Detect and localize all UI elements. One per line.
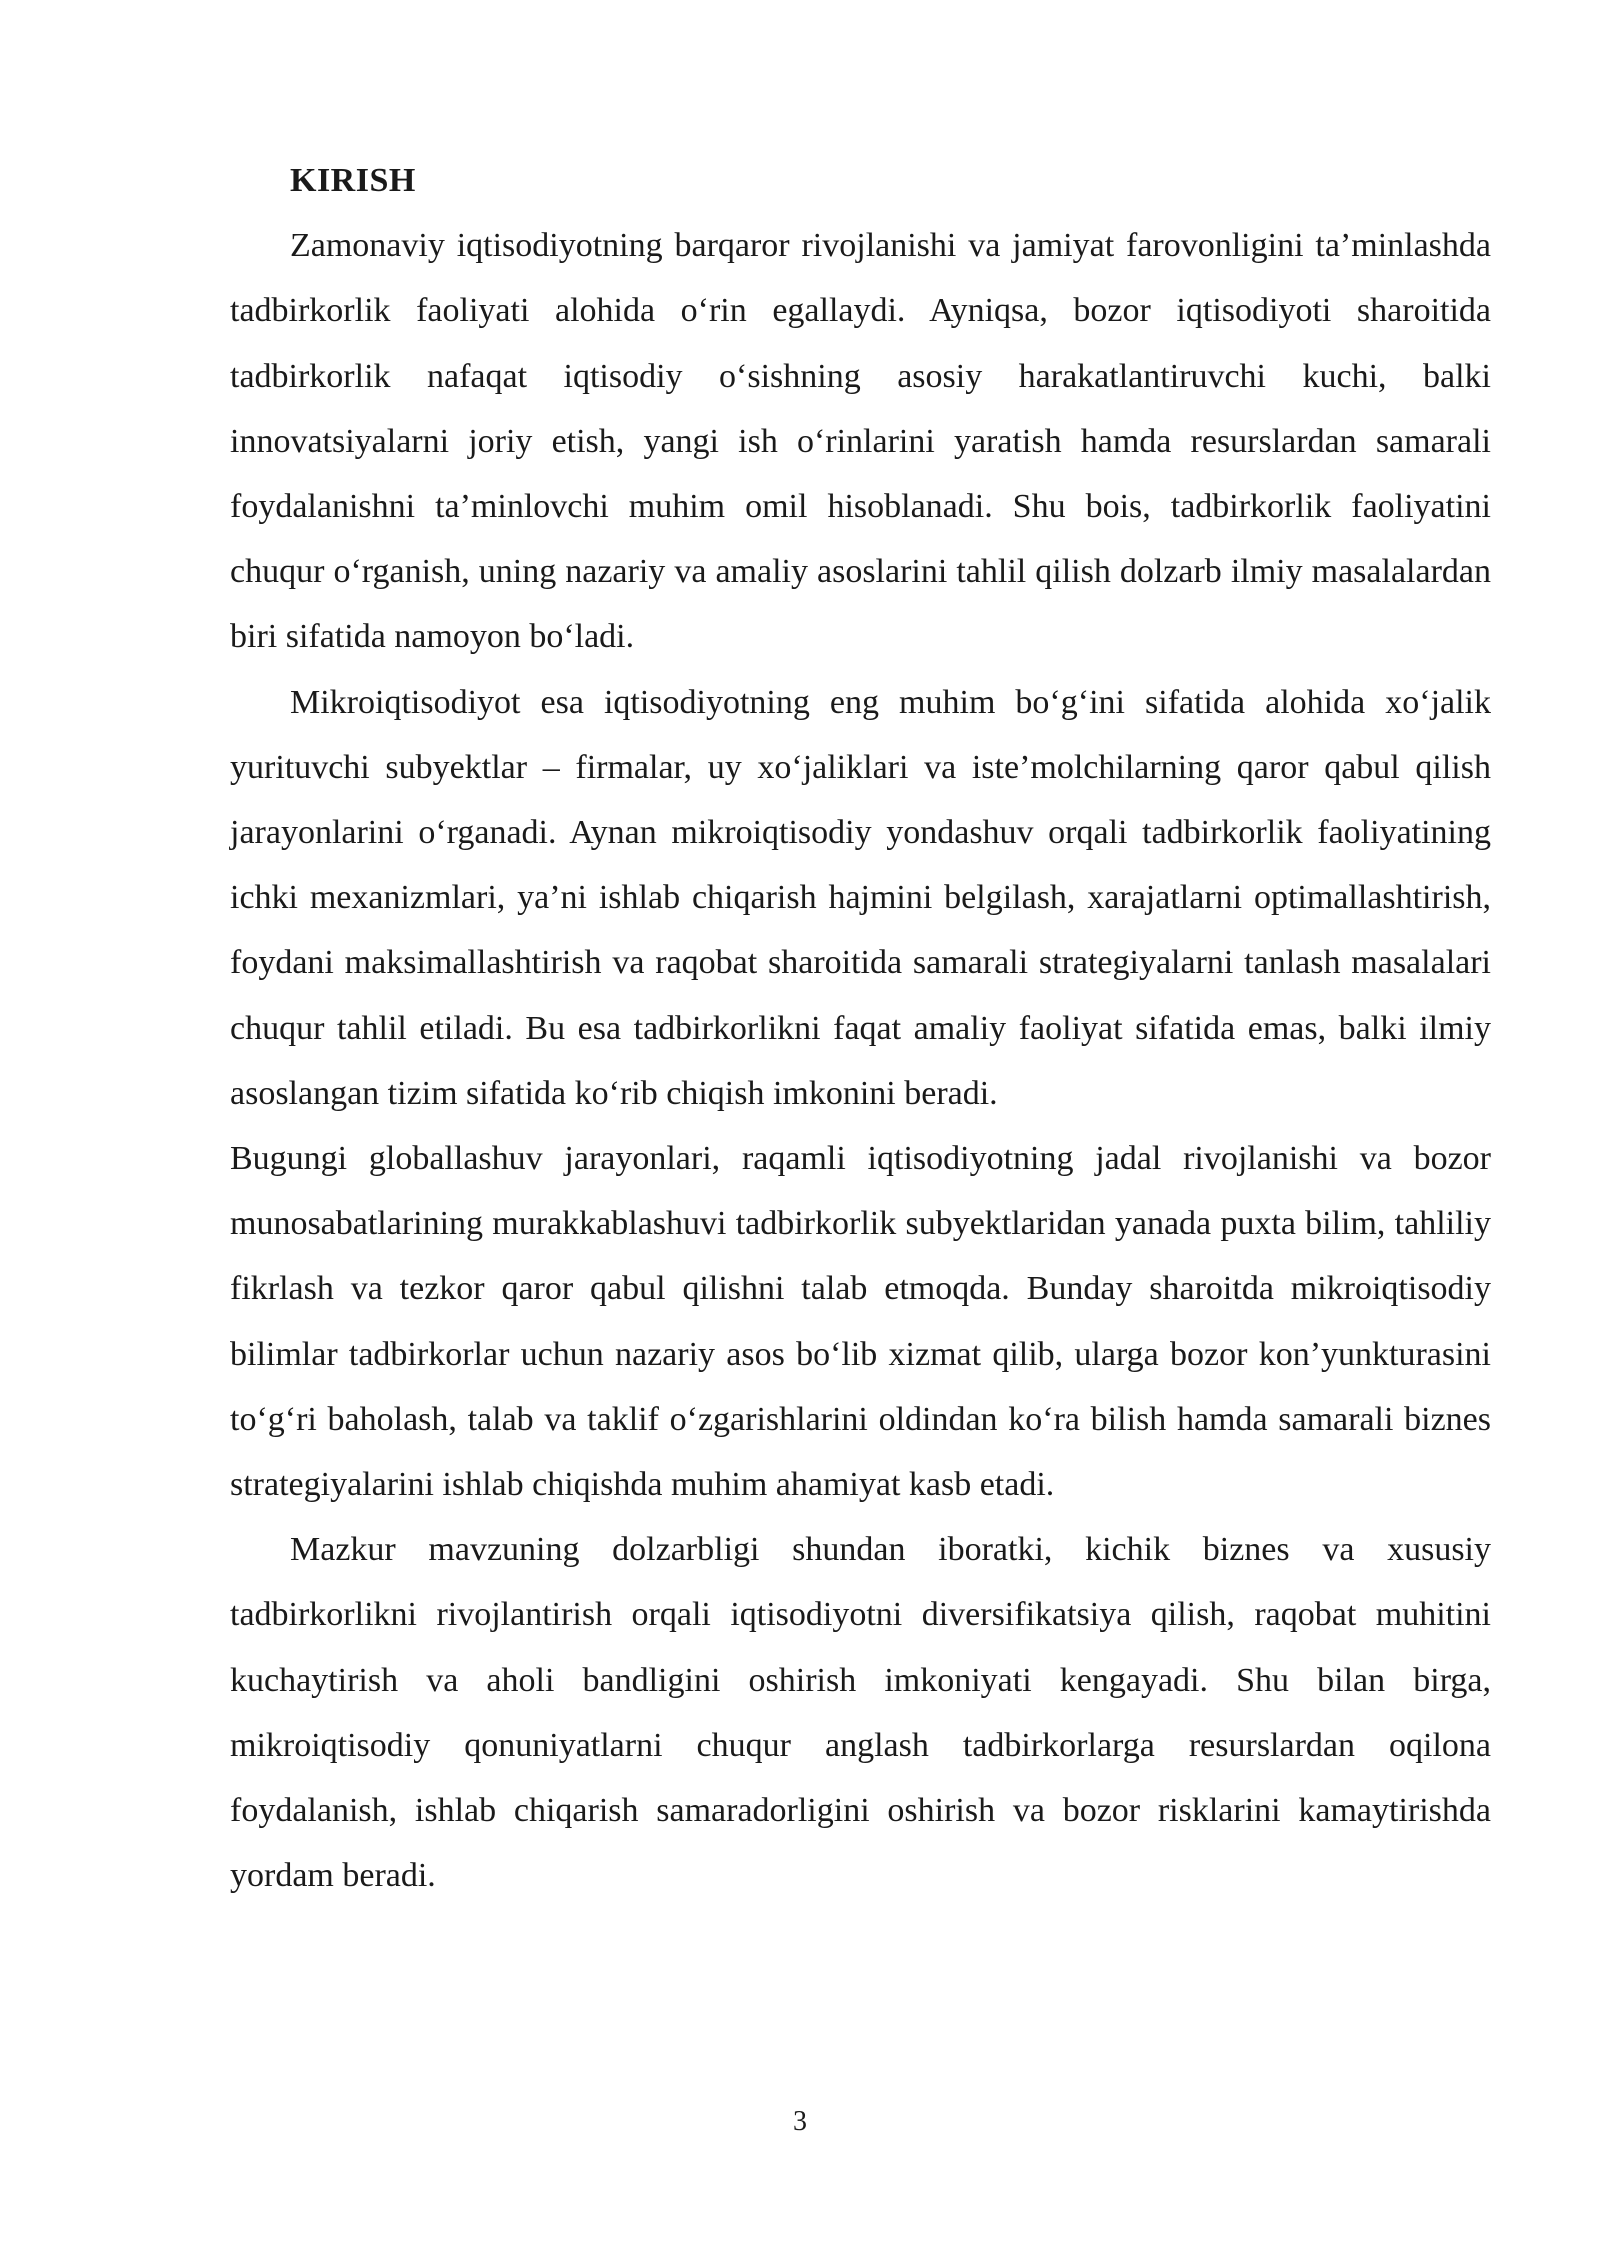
paragraph-4: Mazkur mavzuning dolzarbligi shundan iboratki, kichik biznes va xususiy tadbirkorlikni rivojlantirish orqali iqtisodiyotni diversifikatsiya qilish, raqobat muhitini kuchaytirish va aholi bandligini oshirish imkoniyati kengayadi. Shu bilan birga, mikroiqtisodiy qonuniyatlarni chuqur anglash tadbirkorlarga resurslardan oqilona foydalanish, ishlab chiqarish samaradorligini oshirish va bozor risklarini kamaytirishda yordam beradi. [230,1531,1491,1895]
paragraph-2: Mikroiqtisodiyot esa iqtisodiyotning eng muhim bo‘g‘ini sifatida alohida xo‘jalik yurituvchi subyektlar – firmalar, uy xo‘jaliklari va iste’molchilarning qaror qabul qilish jarayonlarini o‘rganadi. Aynan mikroiqtisodiy yondashuv orqali tadbirkorlik faoliyatining ichki mexanizmlari, ya’ni ishlab chiqarish hajmini belgilash, xarajatlarni optimallashtirish, foydani maksimallashtirish va raqobat sharoitida samarali strategiyalarni tanlash masalalari chuqur tahlil etiladi. Bu esa tadbirkorlikni faqat amaliy faoliyat sifatida emas, balki ilmiy asoslangan tizim sifatida ko‘rib chiqish imkonini beradi. [230,683,1491,1112]
section-heading: KIRISH [290,162,416,199]
paragraph-1: Zamonaviy iqtisodiyotning barqaror rivojlanishi va jamiyat farovonligini ta’minlashda tadbirkorlik faoliyati alohida o‘rin egallaydi. Ayniqsa, bozor iqtisodiyoti sharoitida tadbirkorlik nafaqat iqtisodiy o‘sishning asosiy harakatlantiruvchi kuchi, balki innovatsiyalarni joriy etish, yangi ish o‘rinlarini yaratish hamda resurslardan samarali foydalanishni ta’minlovchi muhim omil hisoblanadi. Shu bois, tadbirkorlik faoliyatini chuqur o‘rganish, uning nazariy va amaliy asoslarini tahlil qilish dolzarb ilmiy masalalardan biri sifatida namoyon bo‘ladi. [230,227,1491,656]
page-content [230,148,1491,1908]
page-number: 3 [793,2106,807,2137]
paragraph-3: Bugungi globallashuv jarayonlari, raqamli iqtisodiyotning jadal rivojlanishi va bozor munosabatlarining murakkablashuvi tadbirkorlik subyektlaridan yanada puxta bilim, tahliliy fikrlash va tezkor qaror qabul qilishni talab etmoqda. Bunday sharoitda mikroiqtisodiy bilimlar tadbirkorlar uchun nazariy asos bo‘lib xizmat qilib, ularga bozor kon’yunkturasini to‘g‘ri baholash, talab va taklif o‘zgarishlarini oldindan ko‘ra bilish hamda samarali biznes strategiyalarini ishlab chiqishda muhim ahamiyat kasb etadi. [230,1140,1491,1504]
